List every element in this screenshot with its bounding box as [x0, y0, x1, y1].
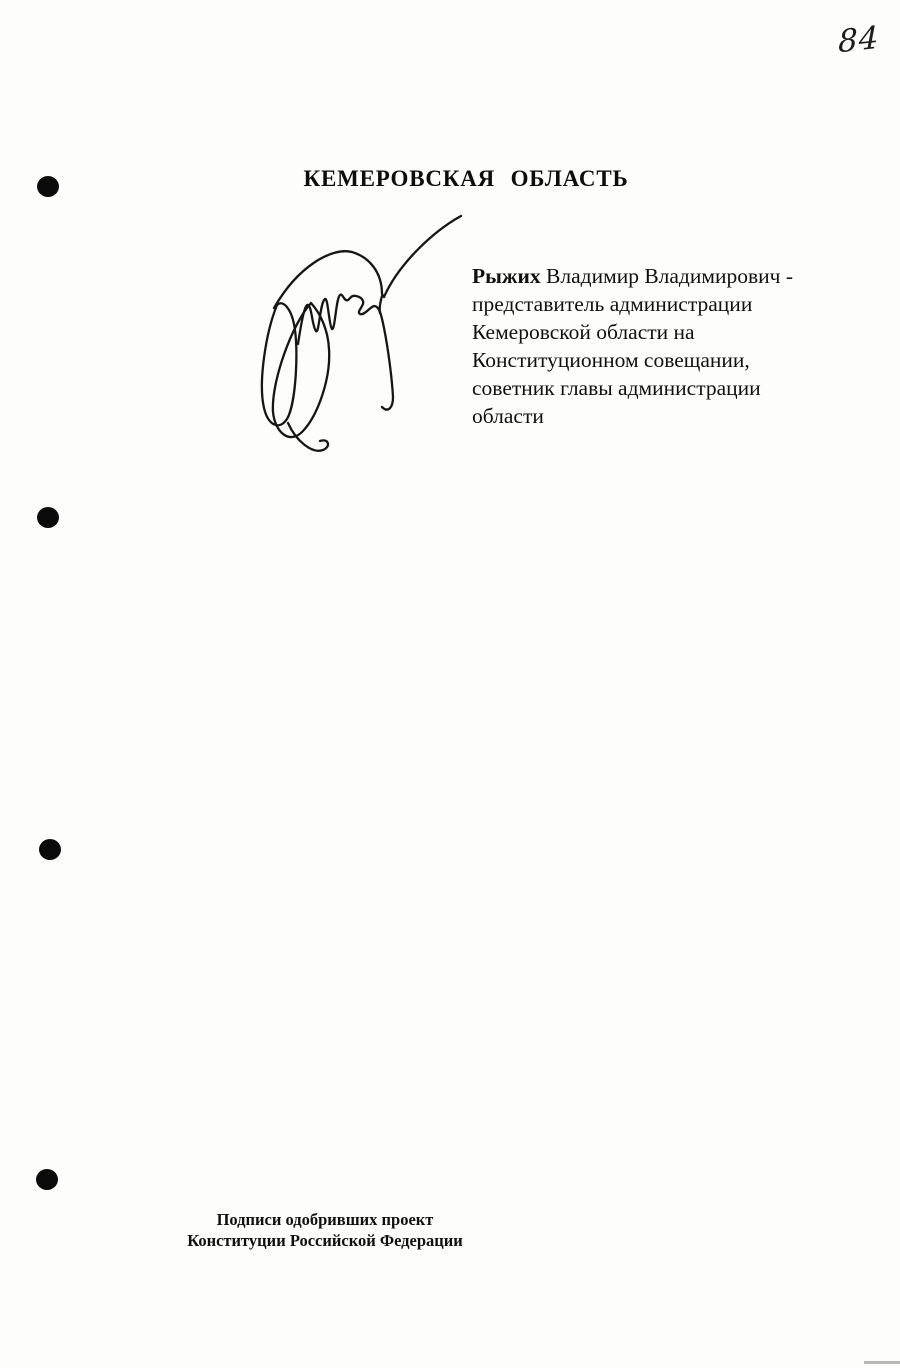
signatory-line: Конституционном совещании,: [472, 348, 750, 372]
handwritten-signature: [250, 205, 470, 465]
region-title: КЕМЕРОВСКАЯ ОБЛАСТЬ: [303, 166, 629, 191]
binder-hole-dot: [37, 507, 59, 528]
signatory-line: Кемеровской области на: [472, 320, 695, 344]
binder-hole-dot: [37, 176, 59, 197]
signatory-line: области: [472, 404, 544, 428]
scan-edge-artifact: [864, 1361, 900, 1364]
signatory-description: [472, 262, 817, 430]
signatory-line: представитель администрации: [472, 292, 753, 316]
signatory-surname: Рыжих: [472, 264, 541, 288]
signatory-line: [472, 262, 817, 290]
footer-line: Подписи одобривших проект: [216, 1210, 434, 1229]
binder-hole-dot: [39, 839, 61, 860]
document-footer-caption: [165, 1209, 485, 1251]
signatory-name-rest: Владимир Владимирович -: [540, 264, 793, 288]
signatory-line: советник главы администрации: [472, 376, 761, 400]
binder-hole-dot: [36, 1169, 58, 1190]
handwritten-page-number: 84: [838, 19, 880, 61]
footer-line: Конституции Российской Федерации: [187, 1231, 463, 1250]
